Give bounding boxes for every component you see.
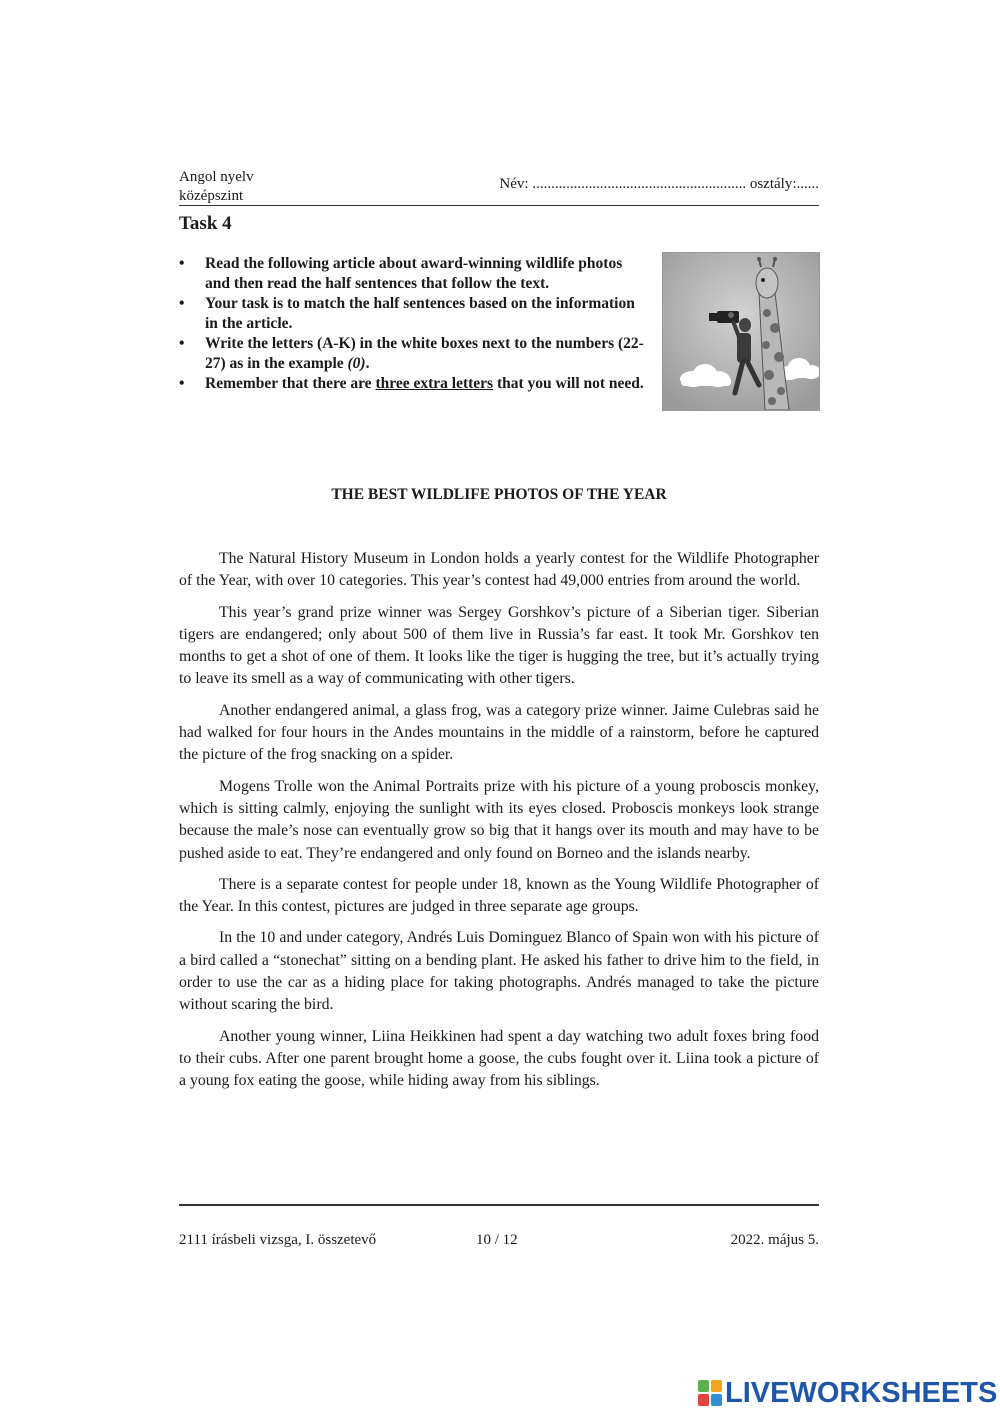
header-divider: [179, 205, 819, 206]
instruction-text-end: that you will not need.: [493, 375, 644, 392]
instruction-text-start: Write the letters (A-K) in the white boxes next to the numbers (22-27) as in the example: [205, 335, 644, 372]
subject-header: [179, 168, 254, 206]
article-paragraph: The Natural History Museum in London holds a yearly contest for the Wildlife Photographer of the Year, with over 10 categories. This year’s contest had 49,000 entries from around the world.: [179, 550, 819, 590]
instruction-list: [179, 254, 649, 394]
article-paragraph: Mogens Trolle won the Animal Portraits prize with his picture of a young proboscis monkey, which is sitting calmly, enjoying the sunlight with its eyes closed. Proboscis monkeys look strange because the male’s nose can eventually grow so big that it hangs over its mouth and may have to be pushed aside to eat. They’re endangered and only found on Borneo and the islands nearby.: [179, 777, 819, 862]
giraffe-illustration-svg: [663, 253, 819, 410]
subject-name: Angol nyelv: [179, 169, 254, 185]
subject-level: középszint: [179, 188, 244, 204]
article-paragraph: Another endangered animal, a glass frog, was a category prize winner. Jaime Culebras said he had walked for four hours in the Andes mountains in the middle of a rainstorm, before he captured the picture of the frog snacking on a spider.: [179, 701, 819, 764]
watermark-text: LIVEWORKSHEETS: [725, 1376, 998, 1409]
giraffe-photographer-illustration: [662, 252, 820, 411]
example-marker: (0): [347, 355, 366, 372]
instruction-text: Your task is to match the half sentences based on the information in the article.: [205, 295, 635, 332]
bullet-icon: •: [179, 335, 185, 352]
article-paragraph: This year’s grand prize winner was Sergey Gorshkov’s picture of a Siberian tiger. Siberian tigers are endangered; only about 500 of them live in Russia’s far east. It took Mr. Gorshkov ten months to get a shot of one of them. It looks like the tiger is hugging the tree, but it’s actually trying to leave its smell as a way of communicating with other tigers.: [179, 603, 819, 688]
bullet-icon: •: [179, 375, 185, 392]
instruction-item: [179, 254, 649, 294]
exam-code: 2111 írásbeli vizsga, I. összetevő: [179, 1232, 377, 1248]
instruction-item: [179, 294, 649, 334]
article-paragraph: There is a separate contest for people under 18, known as the Young Wildlife Photographer of the Year. In this contest, pictures are judged in three separate age groups.: [179, 875, 819, 916]
exam-date: 2022. május 5.: [730, 1232, 819, 1248]
bullet-icon: •: [179, 255, 185, 272]
instruction-item: [179, 334, 649, 374]
article-body: [179, 548, 819, 1102]
name-class-field: Név: ......................................................... osztály:......: [499, 176, 819, 192]
article-paragraph: In the 10 and under category, Andrés Luis Dominguez Blanco of Spain won with his picture of a bird called a “stonechat” sitting on a bending plant. He asked his father to drive him to the field, in order to use the car as a hiding place for taking photographs. Andrés managed to take the picture without scaring the bird.: [179, 929, 819, 1014]
instruction-text: Read the following article about award-winning wildlife photos and then read the half sentences that follow the text.: [205, 255, 623, 292]
instruction-item: [179, 374, 649, 394]
liveworksheets-logo-icon: [697, 1378, 723, 1408]
extra-letters-emphasis: three extra letters: [375, 375, 494, 392]
article-title: THE BEST WILDLIFE PHOTOS OF THE YEAR: [331, 486, 667, 503]
liveworksheets-watermark: [697, 1376, 997, 1410]
bullet-icon: •: [179, 295, 185, 312]
instruction-text-start: Remember that there are: [205, 375, 376, 392]
instruction-text-end: .: [365, 355, 370, 372]
article-paragraph: Another young winner, Liina Heikkinen had spent a day watching two adult foxes bring food to their cubs. After one parent brought home a goose, the cubs fought over it. Liina took a picture of a young fox eating the goose, while hiding away from his siblings.: [179, 1027, 819, 1090]
task-title: Task 4: [179, 213, 232, 234]
page-number: 10 / 12: [476, 1232, 518, 1248]
footer-divider: [179, 1204, 819, 1206]
